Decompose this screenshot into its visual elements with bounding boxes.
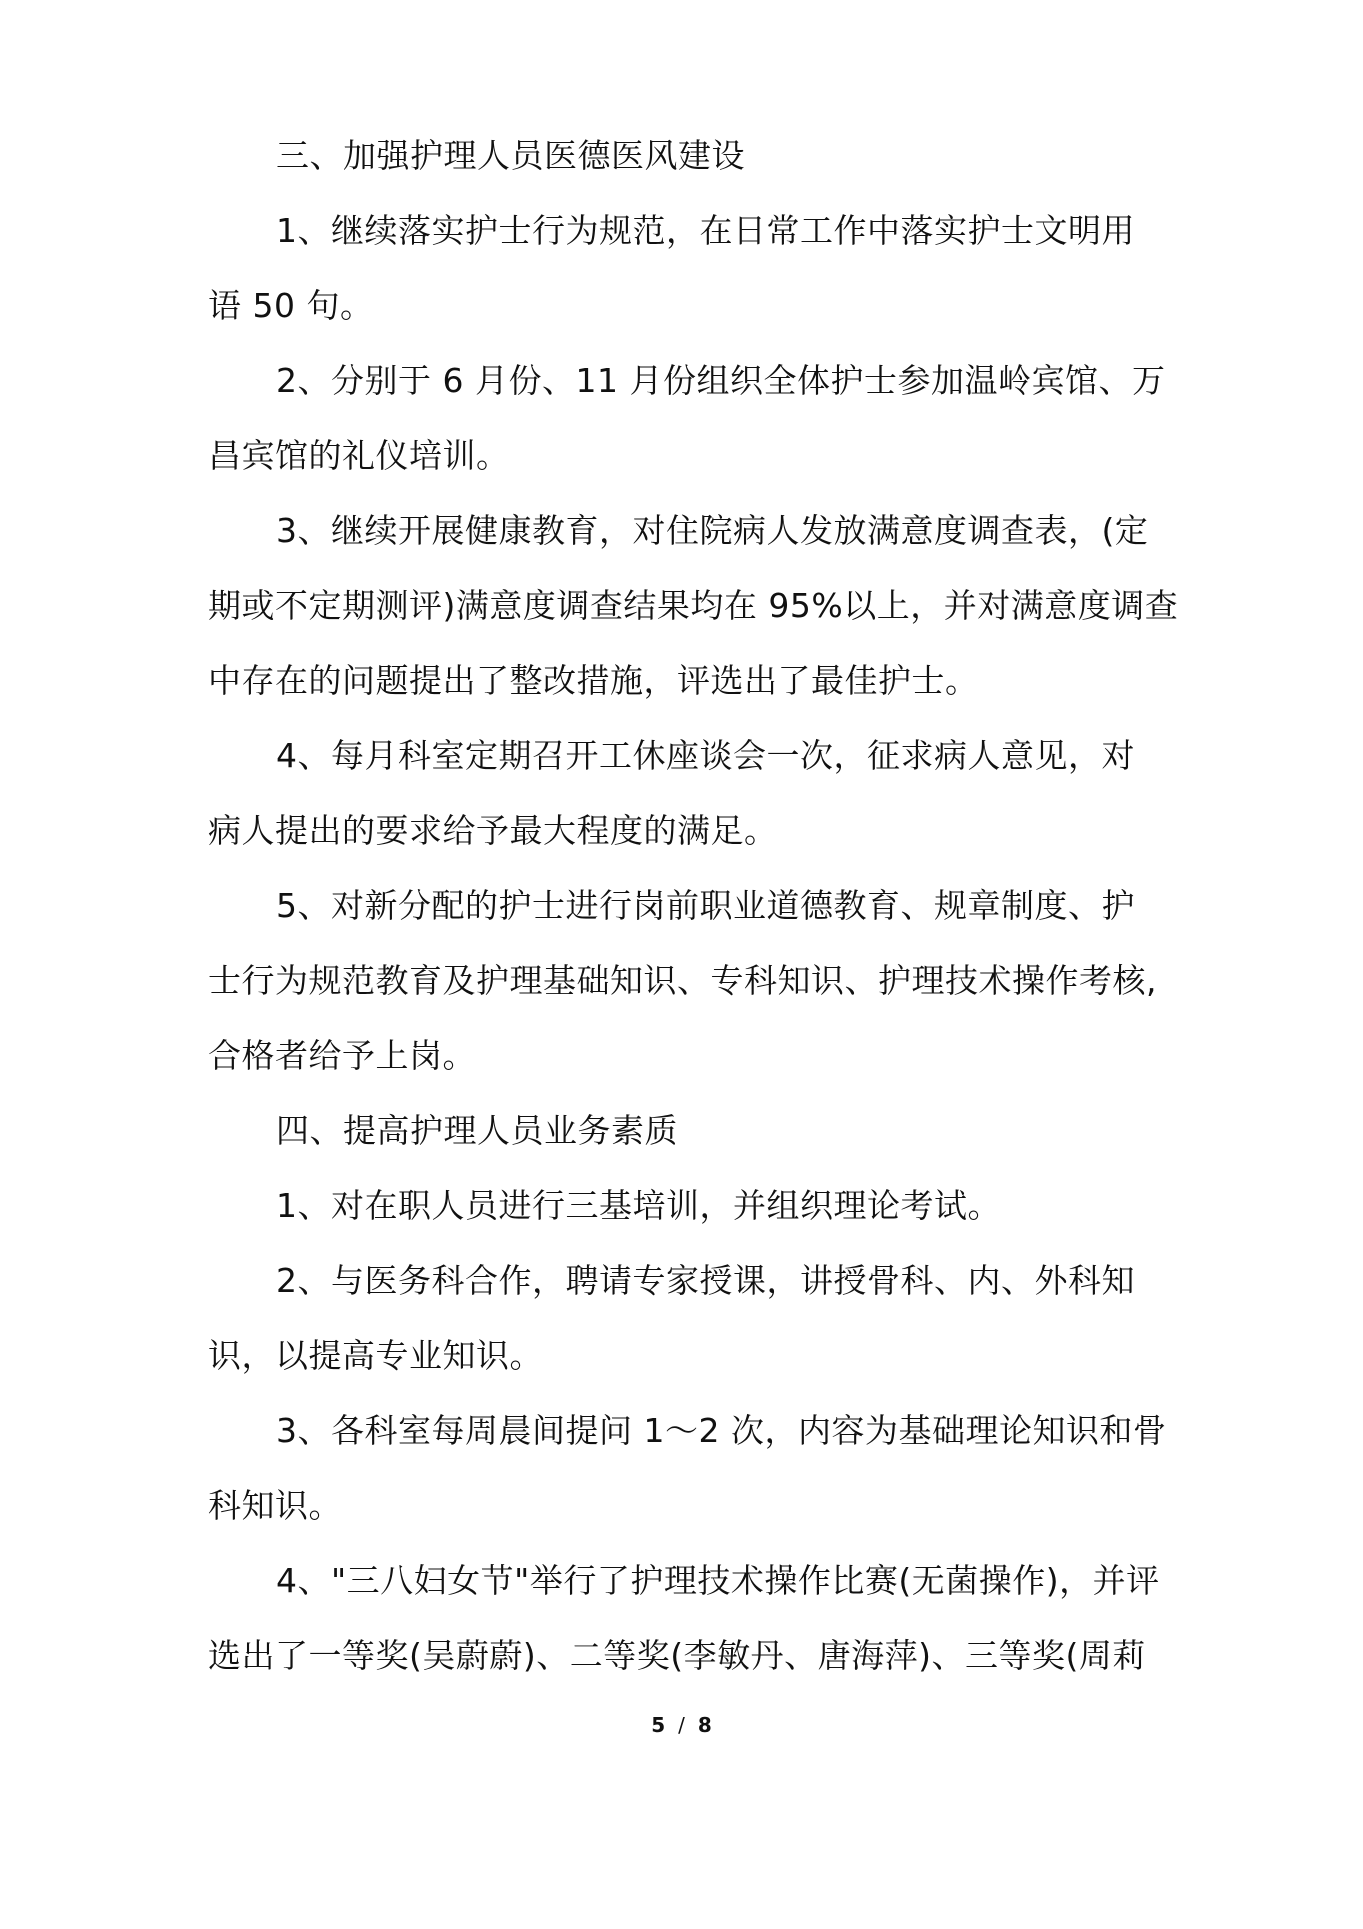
paragraph-line: 3、各科室每周晨间提问 1～2 次，内容为基础理论知识和骨 <box>276 1411 1167 1450</box>
paragraph-line: 中存在的问题提出了整改措施，评选出了最佳护士。 <box>208 661 979 700</box>
page-separator: / <box>678 1713 685 1737</box>
paragraph-line: 病人提出的要求给予最大程度的满足。 <box>208 811 778 850</box>
total-pages-number: 8 <box>697 1713 712 1737</box>
paragraph-line: 选出了一等奖(吴蔚蔚)、二等奖(李敏丹、唐海萍)、三等奖(周莉 <box>208 1636 1146 1675</box>
section-heading-3: 三、加强护理人员医德医风建设 <box>276 136 745 175</box>
paragraph-line: 士行为规范教育及护理基础知识、专科知识、护理技术操作考核, <box>208 961 1157 1000</box>
section-heading-4: 四、提高护理人员业务素质 <box>276 1111 678 1150</box>
current-page-number: 5 <box>651 1713 666 1737</box>
paragraph-line: 2、分别于 6 月份、11 月份组织全体护士参加温岭宾馆、万 <box>276 361 1166 400</box>
paragraph-line: 识，以提高专业知识。 <box>208 1336 543 1375</box>
paragraph-line: 3、继续开展健康教育，对住院病人发放满意度调查表，(定 <box>276 511 1149 550</box>
paragraph-line: 合格者给予上岗。 <box>208 1036 476 1075</box>
paragraph-line: 1、继续落实护士行为规范，在日常工作中落实护士文明用 <box>276 211 1135 250</box>
paragraph-line: 2、与医务科合作，聘请专家授课，讲授骨科、内、外科知 <box>276 1261 1135 1300</box>
paragraph-line: 1、对在职人员进行三基培训，并组织理论考试。 <box>276 1186 1001 1225</box>
paragraph-line: 语 50 句。 <box>208 286 374 325</box>
paragraph-line: 科知识。 <box>208 1486 342 1525</box>
paragraph-line: 4、"三八妇女节"举行了护理技术操作比赛(无菌操作)，并评 <box>276 1561 1160 1600</box>
paragraph-line: 昌宾馆的礼仪培训。 <box>208 436 510 475</box>
paragraph-line: 4、每月科室定期召开工休座谈会一次，征求病人意见，对 <box>276 736 1135 775</box>
paragraph-line: 期或不定期测评)满意度调查结果均在 95%以上，并对满意度调查 <box>208 586 1179 625</box>
page-number-footer <box>0 1712 1363 1738</box>
paragraph-line: 5、对新分配的护士进行岗前职业道德教育、规章制度、护 <box>276 886 1135 925</box>
